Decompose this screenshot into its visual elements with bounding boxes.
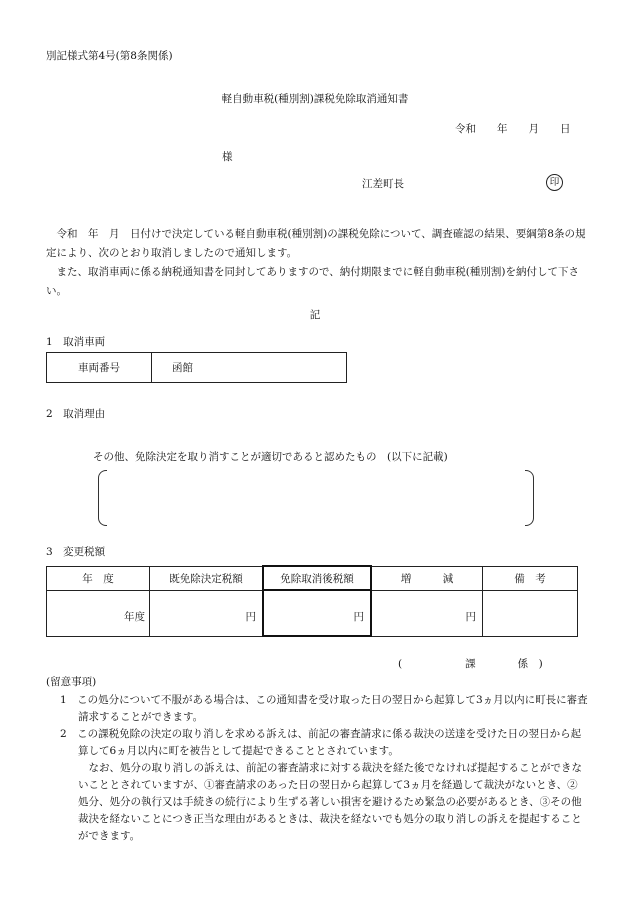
tax-table-header-row bbox=[47, 566, 578, 590]
header-prior-tax: 既免除決定税額 bbox=[150, 566, 264, 590]
header-remarks: 備 考 bbox=[483, 566, 578, 590]
vehicle-table bbox=[46, 352, 347, 383]
left-bracket bbox=[98, 470, 107, 526]
note-paragraph: なお、処分の取り消しの訴えは、前記の審査請求に対する裁決を経た後でなければ提起することができないこととされていますが、①審査請求のあった日の翌日から起算して3ヵ月を経過して裁決がないとき、②処分、処分の執行又は手続きの続行により生ずる著しい損害を避けるため緊急の必要があるとき、③その他裁決を経ないことにつき正当な理由があるときは、裁決を経ないでも処分の取り消しの訴えを提起することができます。 bbox=[78, 762, 582, 842]
notes-heading: (留意事項) bbox=[46, 676, 97, 688]
department-line: ( 課 係 ) bbox=[398, 658, 543, 670]
ki-label: 記 bbox=[309, 309, 321, 321]
seal-mark: 印 bbox=[546, 174, 563, 191]
vehicle-label: 車両番号 bbox=[47, 353, 152, 383]
form-label: 別記様式第4号(第8条関係) bbox=[46, 50, 173, 62]
cell-after-tax: 円 bbox=[263, 590, 371, 636]
date-line: 令和 年 月 日 bbox=[455, 123, 571, 135]
tax-table-row bbox=[47, 590, 578, 636]
section2-heading: 2 取消理由 bbox=[46, 408, 106, 420]
notes-list bbox=[48, 692, 588, 845]
note-item: 2 この課税免除の決定の取り消しを求める訴えは、前記の審査請求に係る裁決の送達を受けた日の翌日から起算して6ヵ月以内に町を被告として提起できることとされています。 bbox=[60, 728, 582, 757]
document-title: 軽自動車税(種別割)課税免除取消通知書 bbox=[221, 93, 409, 105]
recipient-suffix: 様 bbox=[222, 151, 233, 163]
body-paragraph: 令和 年 月 日付けで決定している軽自動車税(種別割)の課税免除について、調査確認の結果、要綱第8条の規定により、次のとおり取消しましたので通知します。 bbox=[46, 228, 586, 259]
cell-prior-tax: 円 bbox=[150, 590, 264, 636]
header-year: 年 度 bbox=[47, 566, 150, 590]
header-change: 増 減 bbox=[371, 566, 483, 590]
right-bracket bbox=[525, 470, 534, 526]
note-item: 1 この処分について不服がある場合は、この通知書を受け取った日の翌日から起算して3ヵ月以内に町長に審査請求することができます。 bbox=[60, 694, 588, 723]
vehicle-value: 函館 bbox=[152, 353, 347, 383]
cell-year: 年度 bbox=[47, 590, 150, 636]
issuer-name: 江差町長 bbox=[362, 178, 404, 190]
section1-heading: 1 取消車両 bbox=[46, 336, 106, 348]
body-text bbox=[46, 225, 586, 301]
body-paragraph: また、取消車両に係る納税通知書を同封してありますので、納付期限までに軽自動車税(種別割)を納付して下さい。 bbox=[46, 266, 579, 297]
cell-remarks bbox=[483, 590, 578, 636]
tax-table bbox=[46, 565, 578, 637]
header-after-tax: 免除取消後税額 bbox=[263, 566, 371, 590]
reason-text: その他、免除決定を取り消すことが適切であると認めたもの (以下に記載) bbox=[93, 451, 448, 463]
cell-change: 円 bbox=[371, 590, 483, 636]
section3-heading: 3 変更税額 bbox=[46, 546, 106, 558]
